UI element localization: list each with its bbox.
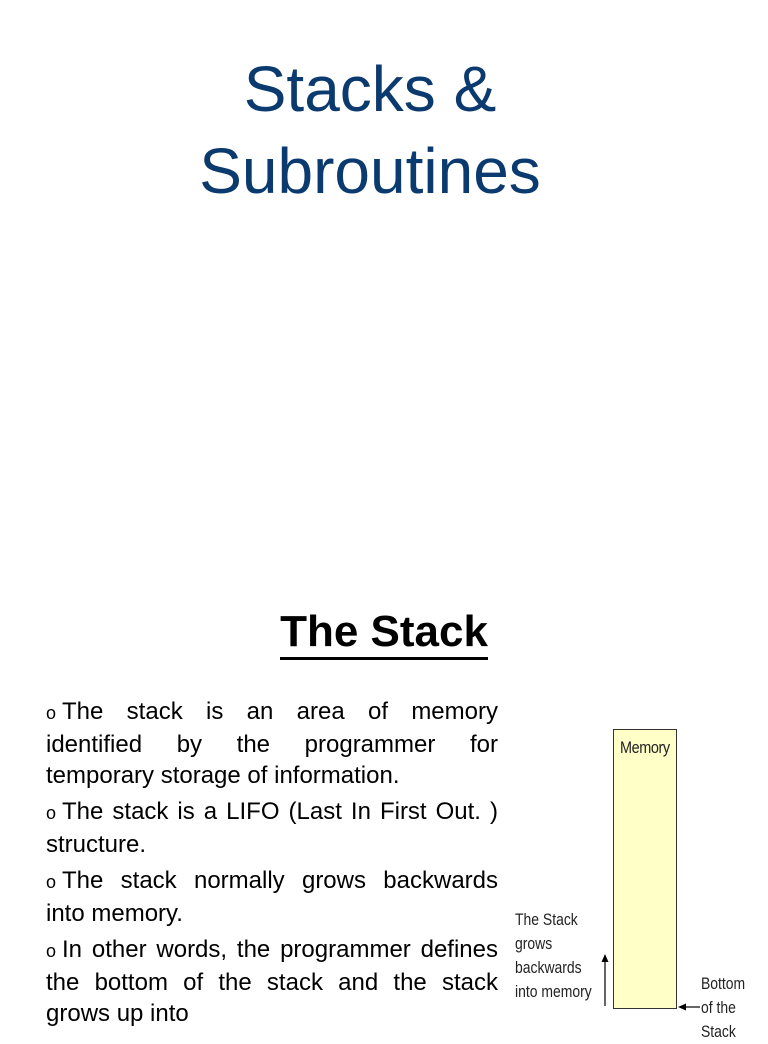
stack-grows-line: grows [515,934,553,953]
stack-grows-line: The Stack [515,910,578,929]
section-heading [0,604,768,660]
bottom-of-stack-line: of the [701,998,736,1017]
memory-label: Memory [620,738,670,757]
title-line-1: Stacks & [243,53,497,125]
bottom-of-stack-line: Stack [701,1022,736,1041]
stack-grows-label [515,908,597,1004]
bullet-item [46,696,498,791]
stack-grows-line: into memory [515,982,592,1001]
bullet-marker: o [46,941,57,961]
stack-grows-line: backwards [515,958,582,977]
section-heading-text: The Stack [280,607,488,660]
bullet-text: The stack is an area of memory identified by the programmer for temporary storage of information. [46,698,498,789]
left-arrow-icon [678,1004,700,1011]
up-arrow-icon [602,954,609,1006]
slide-title [0,48,740,212]
memory-block [613,729,677,1009]
bullet-text: The stack normally grows backwards into memory. [46,867,498,927]
bullet-text: The stack is a LIFO (Last In First Out. ) structure. [46,798,498,858]
bottom-of-stack-label [701,972,758,1044]
bullet-marker: o [46,803,57,823]
bullet-item [46,934,498,1029]
bullet-marker: o [46,703,57,723]
title-line-2: Subroutines [199,135,541,207]
bullet-item [46,865,498,929]
bullet-item [46,796,498,860]
bullet-list [46,696,498,1034]
bullet-text: In other words, the programmer defines the bottom of the stack and the stack grows up into [46,936,498,1027]
bullet-marker: o [46,872,57,892]
bottom-of-stack-line: Bottom [701,974,746,993]
